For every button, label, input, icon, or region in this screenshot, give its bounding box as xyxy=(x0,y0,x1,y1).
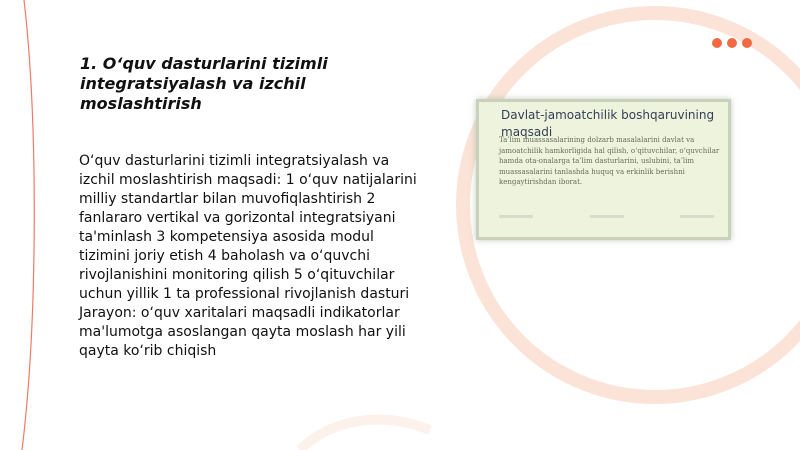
dot xyxy=(742,38,752,48)
card-footer-mark xyxy=(680,215,714,218)
card-footer-mark xyxy=(590,215,624,218)
slide-body-text: O‘quv dasturlarini tizimli integratsiyalash va izchil moslashtirish maqsadi: 1 o‘quv natijalarini milliy standartlar bilan muvofiqlashtirish 2 fanlararo vertikal va gorizontal integratsiyani ta'minlash 3 kompetensiya asosida modul tizimini joriy etish 4 baholash va o‘quvchi rivojlanishini monitoring qilish 5 o‘qituvchilar uchun yillik 1 ta professional rivojlanish dasturi Jarayon: o‘quv xaritalari maqsadli indikatorlar ma'lumotga asoslangan qayta moslash har yili qayta ko‘rib chiqish xyxy=(79,153,417,359)
bottom-swoosh xyxy=(300,420,430,450)
card-footer xyxy=(499,215,714,221)
dot xyxy=(712,38,722,48)
card-title: Davlat-jamoatchilik boshqaruvining maqsadi xyxy=(501,108,715,139)
dot xyxy=(727,38,737,48)
slide-title: 1. O‘quv dasturlarini tizimli integratsiyalash va izchil moslashtirish xyxy=(80,54,328,113)
left-edge-curve xyxy=(22,0,34,450)
card-text: Ta’lim muassasalarining dolzarb masalalarini davlat va jamoatchilik hamkorligida hal qilish, o‘qituvchilar, o‘quvchilar hamda ota-onalarga ta’lim dasturlarini, uslubini, ta’lim muassasalarini tanlashda huquq va erkinlik berishni kengaytirishdan iborat. xyxy=(499,136,720,186)
three-dots-icon xyxy=(712,38,752,48)
card-footer-mark xyxy=(499,215,533,218)
info-card xyxy=(476,99,731,240)
